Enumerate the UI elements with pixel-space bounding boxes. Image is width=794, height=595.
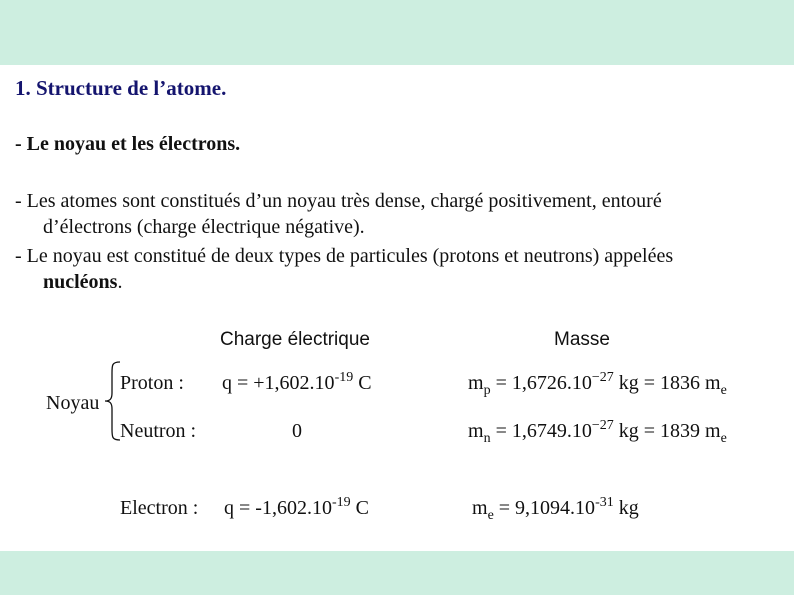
section-title: 1. Structure de l’atome. — [15, 76, 227, 100]
mass-subscript: p — [483, 383, 491, 398]
charge-unit: C — [358, 372, 372, 394]
charge-value: q = +1,602.10 — [222, 372, 335, 394]
proton-mass — [468, 370, 727, 398]
mass-value: = 1,6749.10 — [495, 420, 592, 442]
charge-exponent: -19 — [331, 495, 351, 510]
header-charge: Charge électrique — [220, 329, 370, 350]
mass-symbol: m — [468, 372, 484, 394]
bottom-band — [0, 551, 794, 595]
charge-value: q = -1,602.10 — [224, 497, 332, 519]
paragraph-atoms — [15, 188, 662, 240]
paragraph-line: - Le noyau est constitué de deux types de particules (protons et neutrons) appelées — [15, 245, 674, 267]
nucleus-label: Noyau — [46, 392, 100, 414]
electron-label: Electron : — [120, 497, 199, 519]
header-mass: Masse — [554, 329, 610, 350]
proton-label: Proton : — [120, 372, 184, 394]
mass-subscript: n — [483, 431, 491, 446]
mass-unit: kg — [618, 420, 639, 442]
paragraph-nucleus — [15, 243, 673, 295]
nucleons-term: nucléons — [43, 271, 118, 293]
mass-exponent: −27 — [591, 418, 614, 433]
electron-mass — [472, 495, 639, 523]
ratio-subscript: e — [720, 383, 727, 398]
mass-ratio: = 1836 m — [643, 372, 721, 394]
paragraph-line — [15, 269, 673, 295]
electron-charge — [224, 497, 369, 520]
ratio-subscript: e — [720, 431, 727, 446]
mass-value: = 9,1094.10 — [498, 497, 596, 519]
mass-value: = 1,6726.10 — [495, 372, 592, 394]
neutron-mass — [468, 418, 727, 446]
mass-ratio: = 1839 m — [643, 420, 721, 442]
paragraph-line: d’électrons (charge électrique négative). — [43, 216, 365, 238]
top-band — [0, 0, 794, 65]
mass-symbol: m — [472, 497, 488, 519]
mass-exponent: -31 — [595, 495, 614, 510]
term-suffix: . — [117, 271, 123, 293]
charge-unit: C — [355, 497, 369, 519]
mass-subscript: e — [487, 508, 494, 523]
mass-symbol: m — [468, 420, 484, 442]
paragraph-line: - Les atomes sont constitués d’un noyau très dense, chargé positivement, entouré — [15, 190, 662, 212]
neutron-label: Neutron : — [120, 420, 197, 442]
neutron-charge: 0 — [292, 420, 302, 442]
proton-charge — [222, 372, 372, 395]
section-subtitle: - Le noyau et les électrons. — [15, 133, 241, 155]
mass-unit: kg — [618, 497, 639, 519]
mass-unit: kg — [618, 372, 639, 394]
charge-exponent: -19 — [334, 370, 354, 385]
mass-exponent: −27 — [591, 370, 614, 385]
